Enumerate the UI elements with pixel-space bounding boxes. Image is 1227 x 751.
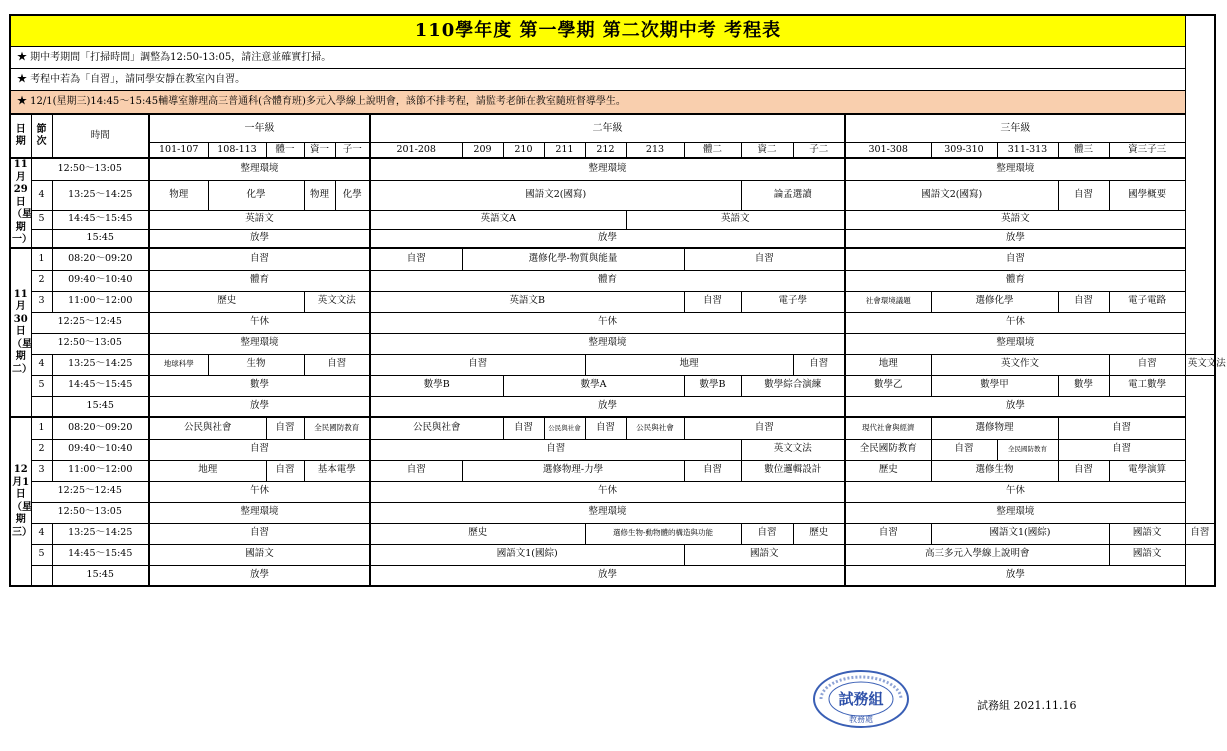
subject-cell: 全民國防教育 [845, 439, 931, 460]
subject-cell: 午休 [845, 481, 1185, 502]
subject-cell: 自習 [370, 439, 741, 460]
class-header: 211 [544, 142, 585, 158]
subject-cell: 選修化學 [931, 291, 1058, 312]
class-header: 213 [626, 142, 684, 158]
subject-cell: 午休 [149, 481, 370, 502]
subject-cell: 社會環境議題 [845, 291, 931, 312]
subject-cell: 英文文法 [741, 439, 845, 460]
class-header: 體一 [266, 142, 304, 158]
period-cell: 4 [31, 180, 52, 210]
subject-cell: 自習 [741, 523, 793, 544]
time-cell: 13:25～14:25 [52, 354, 149, 375]
subject-cell: 整理環境 [845, 333, 1185, 354]
subject-cell: 自習 [266, 460, 304, 481]
class-header: 資三子三 [1109, 142, 1185, 158]
subject-cell: 自習 [1185, 523, 1215, 544]
subject-cell: 歷史 [845, 460, 931, 481]
subject-cell: 自習 [1109, 354, 1185, 375]
class-header: 311-313 [997, 142, 1058, 158]
subject-cell: 公民與社會 [626, 417, 684, 439]
time-cell: 12:50～13:05 [31, 502, 149, 523]
subject-cell: 化學 [335, 180, 370, 210]
time-cell: 08:20～09:20 [52, 248, 149, 270]
class-header: 子一 [335, 142, 370, 158]
period-cell: 4 [31, 354, 52, 375]
subject-cell: 自習 [370, 248, 462, 270]
time-cell: 14:45～15:45 [52, 544, 149, 565]
subject-cell: 英語文 [149, 210, 370, 229]
header-grade2: 二年級 [370, 114, 845, 142]
subject-cell: 地理 [585, 354, 793, 375]
period-cell [31, 396, 52, 417]
subject-cell: 歷史 [370, 523, 585, 544]
subject-cell: 高三多元入學線上說明會 [845, 544, 1109, 565]
subject-cell: 國語文 [149, 544, 370, 565]
day-cell: 11月29日（星期一） [10, 158, 31, 248]
subject-cell: 國語文1(國綜) [370, 544, 684, 565]
time-cell: 11:00～12:00 [52, 460, 149, 481]
subject-cell: 英語文B [370, 291, 684, 312]
subject-cell: 午休 [370, 481, 845, 502]
note-cleaning-time: ★ 期中考期間「打掃時間」調整為12:50-13:05，請注意並確實打掃。 [10, 46, 1185, 68]
subject-cell: 基本電學 [304, 460, 370, 481]
period-cell [31, 565, 52, 586]
subject-cell: 數學甲 [931, 375, 1058, 396]
header-day: 日期 [10, 114, 31, 158]
subject-cell: 整理環境 [370, 333, 845, 354]
note-self-study: ★ 考程中若為「自習」，請同學安靜在教室內自習。 [10, 68, 1185, 90]
subject-cell: 歷史 [149, 291, 304, 312]
subject-cell: 公民與社會 [544, 417, 585, 439]
subject-cell: 放學 [370, 229, 845, 248]
subject-cell: 數位邏輯設計 [741, 460, 845, 481]
subject-cell: 放學 [370, 396, 845, 417]
subject-cell: 自習 [1058, 291, 1109, 312]
subject-cell: 自習 [304, 354, 370, 375]
header-grade3: 三年級 [845, 114, 1185, 142]
subject-cell: 自習 [503, 417, 544, 439]
period-cell: 4 [31, 523, 52, 544]
subject-cell: 電工數學 [1109, 375, 1185, 396]
subject-cell: 午休 [149, 312, 370, 333]
subject-cell: 整理環境 [845, 158, 1185, 180]
subject-cell: 英語文A [370, 210, 626, 229]
subject-cell: 選修物理 [931, 417, 1058, 439]
class-header: 資一 [304, 142, 335, 158]
subject-cell: 整理環境 [149, 333, 370, 354]
time-cell: 12:25～12:45 [31, 312, 149, 333]
period-cell: 5 [31, 544, 52, 565]
subject-cell: 數學 [1058, 375, 1109, 396]
subject-cell: 整理環境 [149, 502, 370, 523]
subject-cell: 英語文 [845, 210, 1185, 229]
class-header: 210 [503, 142, 544, 158]
header-time: 時間 [52, 114, 149, 158]
header-period: 節次 [31, 114, 52, 158]
exam-schedule-table [9, 14, 1226, 587]
time-cell: 12:50～13:05 [31, 158, 149, 180]
subject-cell: 自習 [1058, 180, 1109, 210]
subject-cell: 選修物理-力學 [462, 460, 684, 481]
schedule-body [10, 15, 1226, 586]
subject-cell: 數學 [149, 375, 370, 396]
subject-cell: 國語文 [1109, 523, 1185, 544]
subject-cell: 全民國防教育 [997, 439, 1058, 460]
class-header: 101-107 [149, 142, 208, 158]
period-cell: 1 [31, 417, 52, 439]
seal-subtext: 教務處 [849, 715, 873, 724]
subject-cell: 論孟選讀 [741, 180, 845, 210]
subject-cell: 自習 [149, 439, 370, 460]
subject-cell: 自習 [684, 248, 845, 270]
period-cell [31, 229, 52, 248]
subject-cell: 地理 [149, 460, 266, 481]
subject-cell: 自習 [684, 291, 741, 312]
time-cell: 09:40～10:40 [52, 270, 149, 291]
class-header: 301-308 [845, 142, 931, 158]
day-cell: 11月30日（星期二） [10, 248, 31, 417]
subject-cell: 選修生物 [931, 460, 1058, 481]
seal-text: 試務組 [838, 690, 884, 708]
subject-cell: 整理環境 [370, 158, 845, 180]
subject-cell: 英文文法 [304, 291, 370, 312]
subject-cell: 放學 [845, 565, 1185, 586]
time-cell: 09:40～10:40 [52, 439, 149, 460]
subject-cell: 自習 [845, 523, 931, 544]
subject-cell: 數學綜合演練 [741, 375, 845, 396]
subject-cell: 自習 [585, 417, 626, 439]
subject-cell: 化學 [208, 180, 304, 210]
time-cell: 14:45～15:45 [52, 375, 149, 396]
class-header: 212 [585, 142, 626, 158]
subject-cell: 國語文 [684, 544, 845, 565]
subject-cell: 數學B [684, 375, 741, 396]
subject-cell: 午休 [370, 312, 845, 333]
class-header: 體二 [684, 142, 741, 158]
subject-cell: 放學 [149, 229, 370, 248]
subject-cell: 放學 [149, 565, 370, 586]
subject-cell: 地理 [845, 354, 931, 375]
subject-cell: 英文文法 [1185, 354, 1215, 375]
subject-cell: 自習 [149, 523, 370, 544]
class-header: 201-208 [370, 142, 462, 158]
class-header: 108-113 [208, 142, 266, 158]
subject-cell: 電子電路 [1109, 291, 1185, 312]
class-header: 子二 [793, 142, 845, 158]
subject-cell: 體育 [370, 270, 845, 291]
time-cell: 15:45 [52, 229, 149, 248]
subject-cell: 數學B [370, 375, 503, 396]
office-seal-stamp [811, 668, 911, 730]
subject-cell: 公民與社會 [370, 417, 503, 439]
time-cell: 13:25～14:25 [52, 180, 149, 210]
time-cell: 14:45～15:45 [52, 210, 149, 229]
subject-cell: 數學A [503, 375, 684, 396]
subject-cell: 整理環境 [370, 502, 845, 523]
class-header: 體三 [1058, 142, 1109, 158]
subject-cell: 歷史 [793, 523, 845, 544]
time-cell: 13:25～14:25 [52, 523, 149, 544]
class-header: 209 [462, 142, 503, 158]
note-briefing: ★ 12/1(星期三)14:45～15:45輔導室辦理高三普通科(含體育班)多元入學線上說明會，該節不排考程，請監考老師在教室隨班督導學生。 [10, 90, 1185, 114]
subject-cell: 自習 [845, 248, 1185, 270]
period-cell: 5 [31, 210, 52, 229]
subject-cell: 體育 [149, 270, 370, 291]
subject-cell: 放學 [149, 396, 370, 417]
time-cell: 08:20～09:20 [52, 417, 149, 439]
subject-cell: 自習 [1058, 460, 1109, 481]
subject-cell: 體育 [845, 270, 1185, 291]
subject-cell: 公民與社會 [149, 417, 266, 439]
subject-cell: 英語文 [626, 210, 845, 229]
class-header: 資二 [741, 142, 793, 158]
subject-cell: 國語文2(國寫) [845, 180, 1058, 210]
subject-cell: 放學 [845, 229, 1185, 248]
period-cell: 3 [31, 460, 52, 481]
subject-cell: 自習 [1058, 417, 1185, 439]
page-title: 110學年度 第一學期 第二次期中考 考程表 [10, 15, 1185, 46]
subject-cell: 國語文1(國綜) [931, 523, 1109, 544]
subject-cell: 自習 [684, 417, 845, 439]
subject-cell: 地球科學 [149, 354, 208, 375]
subject-cell: 物理 [149, 180, 208, 210]
period-cell: 2 [31, 439, 52, 460]
subject-cell: 英文作文 [931, 354, 1109, 375]
subject-cell: 國學概要 [1109, 180, 1185, 210]
subject-cell: 選修生物-動物體的構造與功能 [585, 523, 741, 544]
subject-cell: 放學 [845, 396, 1185, 417]
subject-cell: 現代社會與經濟 [845, 417, 931, 439]
time-cell: 11:00～12:00 [52, 291, 149, 312]
time-cell: 12:50～13:05 [31, 333, 149, 354]
subject-cell: 電學演算 [1109, 460, 1185, 481]
subject-cell: 自習 [266, 417, 304, 439]
subject-cell: 自習 [370, 354, 585, 375]
subject-cell: 放學 [370, 565, 845, 586]
subject-cell: 整理環境 [845, 502, 1185, 523]
period-cell: 1 [31, 248, 52, 270]
subject-cell: 自習 [793, 354, 845, 375]
subject-cell: 午休 [845, 312, 1185, 333]
subject-cell: 國語文2(國寫) [370, 180, 741, 210]
subject-cell: 數學乙 [845, 375, 931, 396]
subject-cell: 自習 [149, 248, 370, 270]
class-header: 309-310 [931, 142, 997, 158]
time-cell: 15:45 [52, 396, 149, 417]
subject-cell: 自習 [370, 460, 462, 481]
subject-cell: 全民國防教育 [304, 417, 370, 439]
day-cell: 12月1日（星期三） [10, 417, 31, 586]
subject-cell: 電子學 [741, 291, 845, 312]
subject-cell: 國語文 [1109, 544, 1185, 565]
subject-cell: 自習 [931, 439, 997, 460]
time-cell: 12:25～12:45 [31, 481, 149, 502]
period-cell: 5 [31, 375, 52, 396]
subject-cell: 物理 [304, 180, 335, 210]
period-cell: 3 [31, 291, 52, 312]
time-cell: 15:45 [52, 565, 149, 586]
subject-cell: 自習 [684, 460, 741, 481]
footer-office-date: 試務組 2021.11.16 [977, 699, 1077, 712]
subject-cell: 整理環境 [149, 158, 370, 180]
subject-cell: 自習 [1058, 439, 1185, 460]
subject-cell: 選修化學-物質與能量 [462, 248, 684, 270]
period-cell: 2 [31, 270, 52, 291]
subject-cell: 生物 [208, 354, 304, 375]
header-grade1: 一年級 [149, 114, 370, 142]
